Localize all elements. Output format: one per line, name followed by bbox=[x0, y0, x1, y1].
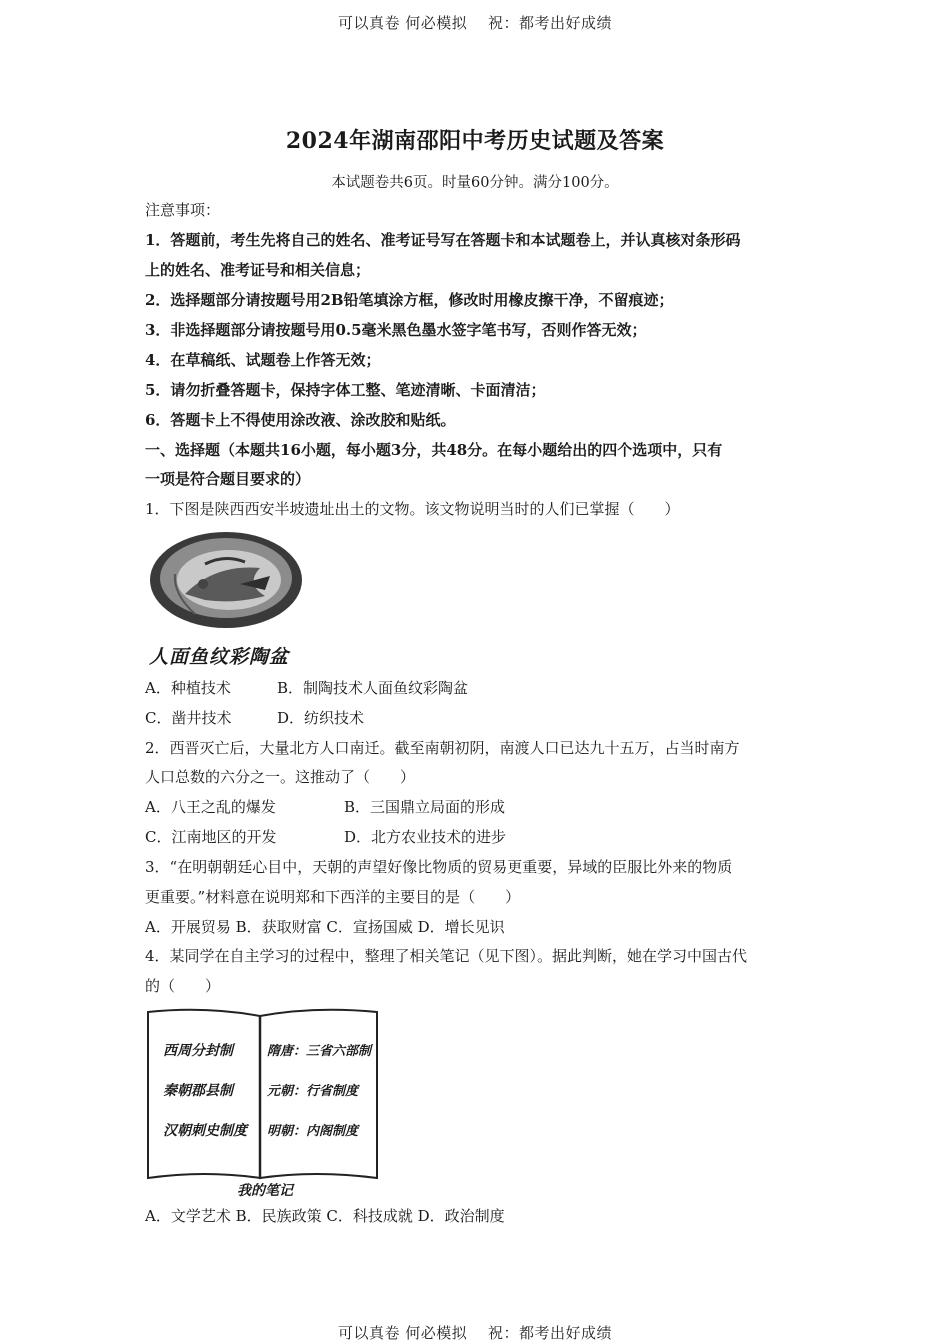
page-header: 可以真卷 何必模拟 祝：都考出好成绩 bbox=[337, 14, 613, 32]
question-2-options-row bbox=[145, 827, 815, 847]
option-c: C．江南地区的开发 bbox=[145, 828, 277, 846]
question-4-stem: 4．某同学在自主学习的过程中，整理了相关笔记（见下图）。据此判断，她在学习中国古代 bbox=[145, 947, 748, 965]
question-3-stem: 更重要。”材料意在说明郑和下西洋的主要目的是（ ） bbox=[145, 888, 521, 906]
notice-item: 上的姓名、准考证号和相关信息； bbox=[145, 261, 371, 279]
option-c: C．凿井技术 bbox=[145, 709, 232, 727]
question-3-options: A．开展贸易 B．获取财富 C．宣扬国威 D．增长见识 bbox=[145, 918, 505, 936]
question-1-stem: 1．下图是陕西西安半坡遗址出土的文物。该文物说明当时的人们已掌握（ ） bbox=[145, 500, 680, 518]
notebook-right-entry: 明朝：内阁制度 bbox=[267, 1124, 359, 1139]
section-heading: 一、选择题（本题共16小题，每小题3分，共48分。在每小题给出的四个选项中，只有 bbox=[145, 441, 723, 459]
page-footer: 可以真卷 何必模拟 祝：都考出好成绩 bbox=[337, 1324, 613, 1342]
section-heading: 一项是符合题目要求的） bbox=[145, 470, 311, 488]
question-4-options: A．文学艺术 B．民族政策 C．科技成就 D．政治制度 bbox=[145, 1207, 505, 1225]
question-1-options-row bbox=[145, 678, 815, 698]
pottery-basin-figure bbox=[145, 524, 315, 670]
notebook-label: 我的笔记 bbox=[237, 1183, 293, 1199]
question-2-stem: 2．西晋灭亡后，大量北方人口南迁。截至南朝初阴，南渡人口已达九十五万，占当时南方 bbox=[145, 739, 740, 757]
option-b: B．三国鼎立局面的形成 bbox=[344, 798, 506, 816]
question-4-stem: 的（ ） bbox=[145, 977, 221, 995]
notice-item: 5．请勿折叠答题卡，保持字体工整、笔迹清晰、卡面清洁； bbox=[145, 381, 546, 399]
option-a: A．种植技术 bbox=[145, 679, 231, 697]
question-2-options-row bbox=[145, 797, 815, 817]
notebook-right-entry: 隋唐：三省六部制 bbox=[267, 1044, 372, 1059]
notice-item: 1．答题前，考生先将自己的姓名、准考证号写在答题卡和本试题卷上，并认真核对条形码 bbox=[145, 231, 741, 249]
question-2-stem: 人口总数的六分之一。这推动了（ ） bbox=[145, 768, 416, 786]
document-subtitle: 本试题卷共6页。时量60分钟。满分100分。 bbox=[331, 175, 619, 191]
question-1-options-row bbox=[145, 708, 815, 728]
question-3-stem: 3．“在明朝朝廷心目中，天朝的声望好像比物质的贸易更重要，异域的臣服比外来的物质 bbox=[145, 858, 733, 876]
notice-item: 6．答题卡上不得使用涂改液、涂改胶和贴纸。 bbox=[145, 411, 456, 429]
notice-heading: 注意事项： bbox=[145, 201, 221, 219]
notebook-figure bbox=[145, 1006, 385, 1202]
notebook-right-entry: 元朝：行省制度 bbox=[267, 1084, 359, 1099]
option-d: D．纺织技术 bbox=[277, 709, 365, 727]
notebook-left-entry: 秦朝郡县制 bbox=[163, 1083, 233, 1099]
document-title: 2024年湖南邵阳中考历史试题及答案 bbox=[285, 128, 665, 154]
notice-item: 2．选择题部分请按题号用2B铅笔填涂方框，修改时用橡皮擦干净，不留痕迹； bbox=[145, 291, 674, 309]
notebook-left-entry: 西周分封制 bbox=[163, 1043, 233, 1059]
notice-item: 4．在草稿纸、试题卷上作答无效； bbox=[145, 351, 381, 369]
notice-item: 3．非选择题部分请按题号用0.5毫米黑色墨水签字笔书写，否则作答无效； bbox=[145, 321, 647, 339]
option-a: A．八王之乱的爆发 bbox=[145, 798, 276, 816]
option-d: D．北方农业技术的进步 bbox=[344, 828, 507, 846]
option-b: B．制陶技术人面鱼纹彩陶盆 bbox=[277, 679, 469, 697]
pottery-caption: 人面鱼纹彩陶盆 bbox=[149, 646, 290, 668]
notebook-outline bbox=[145, 1006, 385, 1202]
notebook-left-entry: 汉朝刺史制度 bbox=[163, 1123, 247, 1139]
